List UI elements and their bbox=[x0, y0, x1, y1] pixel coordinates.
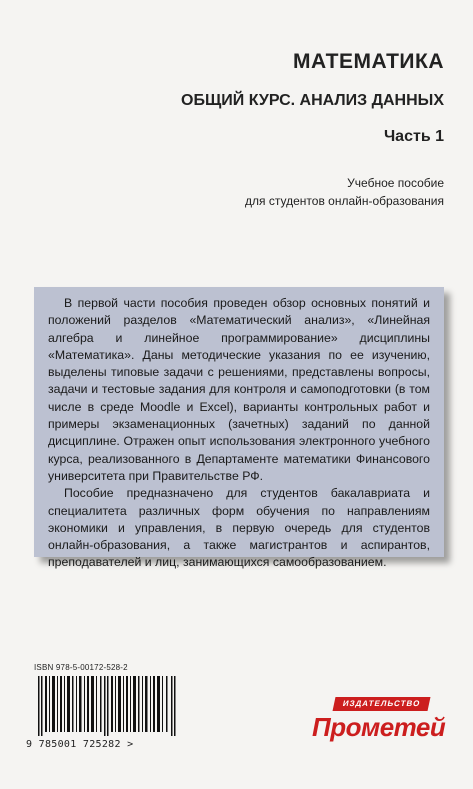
book-type-line-2: для студентов онлайн-образования bbox=[245, 194, 444, 208]
book-subtitle: ОБЩИЙ КУРС. АНАЛИЗ ДАННЫХ bbox=[181, 92, 444, 109]
isbn-label: ISBN 978-5-00172-528-2 bbox=[34, 663, 128, 672]
barcode-icon bbox=[38, 676, 177, 736]
book-part: Часть 1 bbox=[383, 128, 444, 145]
book-title: МАТЕМАТИКА bbox=[293, 50, 444, 73]
abstract-paragraph-2: Пособие предназначено для студентов бакалавриата и специалитета различных форм обучения по направлениям экономики и управления, в первую очередь для студентов онлайн-образования, а также магистрантов и аспирантов, преподавателей и лиц, занимающихся самообразованием. bbox=[48, 486, 430, 570]
abstract-text bbox=[48, 295, 430, 572]
publisher-logo bbox=[312, 697, 446, 749]
publisher-logo-name: Прометей bbox=[312, 712, 446, 742]
publisher-logo-top: ИЗДАТЕЛЬСТВО bbox=[333, 697, 431, 711]
barcode-digits: 9 785001 725282 > bbox=[26, 739, 134, 750]
book-type-line-1: Учебное пособие bbox=[347, 176, 444, 190]
abstract-paragraph-1: В первой части пособия проведен обзор основных понятий и положений разделов «Математический анализ», «Линейная алгебра и линейное программирование» дисциплины «Математика». Даны методические указания по ее изучению, выделены типовые задачи с решениями, представлены вопросы, задачи и тестовые задания для контроля и самоподготовки (в том числе в среде Moodle и Excel), варианты контрольных работ и примеры экзаменационных (зачетных) заданий по данной дисциплине. Отражен опыт использования электронного учебного курса, реализованного в Департаменте математики Финансового университета при Правительстве РФ. bbox=[48, 296, 430, 483]
